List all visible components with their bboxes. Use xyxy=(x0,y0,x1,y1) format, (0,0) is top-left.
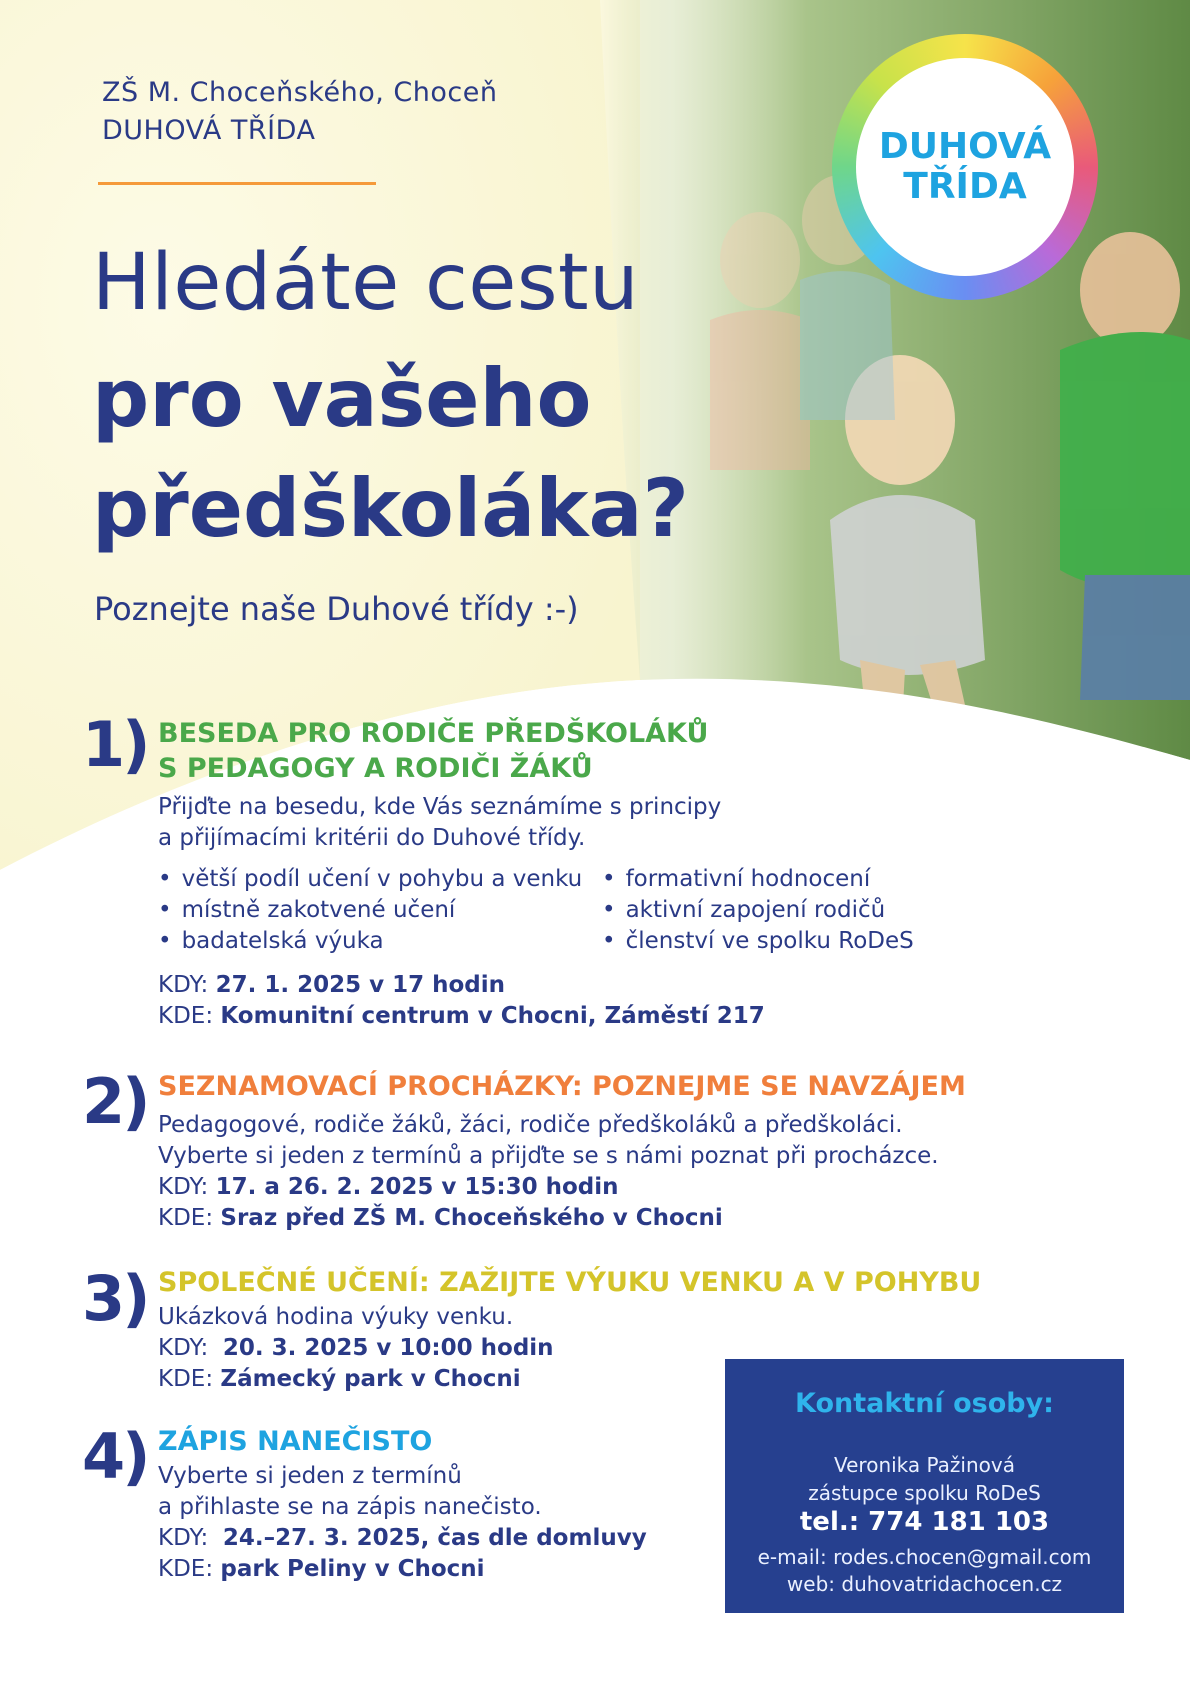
rainbow-badge xyxy=(832,34,1098,300)
section-1-text-line1: Přijďte na besedu, kde Vás seznámíme s principy xyxy=(158,794,722,820)
section-3-title: SPOLEČNÉ UČENÍ: ZAŽIJTE VÝUKU VENKU A V POHYBU xyxy=(158,1267,982,1298)
section-1-text xyxy=(158,792,721,854)
contact-phone[interactable]: tel.: 774 181 103 xyxy=(799,1507,1050,1537)
list-item: • aktivní zapojení rodičů xyxy=(602,895,914,926)
section-1-title xyxy=(158,716,708,786)
school-header xyxy=(102,74,497,150)
contact-role: zástupce spolku RoDeS xyxy=(808,1481,1041,1505)
badge-line2: TŘÍDA xyxy=(903,166,1027,207)
section-3-number: 3) xyxy=(82,1262,148,1335)
section-4-text-line2: a přihlaste se na zápis nanečisto. xyxy=(158,1494,542,1520)
headline-line3: předškoláka? xyxy=(92,462,689,555)
section-4-title: ZÁPIS NANEČISTO xyxy=(158,1426,433,1457)
section-3-where: KDE: Zámecký park v Chocni xyxy=(158,1366,521,1392)
section-3-text xyxy=(158,1302,554,1395)
section-4-text-line1: Vyberte si jeden z termínů xyxy=(158,1463,462,1489)
contact-name: Veronika Pažinová xyxy=(833,1453,1015,1477)
list-item: • místně zakotvené učení xyxy=(158,895,582,926)
list-item: • formativní hodnocení xyxy=(602,864,914,895)
section-1-number: 1) xyxy=(82,708,148,781)
header-divider xyxy=(98,182,376,185)
section-4-when: KDY: 24.–27. 3. 2025, čas dle domluvy xyxy=(158,1525,647,1551)
contact-box xyxy=(725,1359,1124,1613)
subtitle: Poznejte naše Duhové třídy :-) xyxy=(94,590,579,628)
list-item: • větší podíl učení v pohybu a venku xyxy=(158,864,582,895)
program-name: DUHOVÁ TŘÍDA xyxy=(102,115,316,146)
section-2-when: KDY: 17. a 26. 2. 2025 v 15:30 hodin xyxy=(158,1174,619,1200)
section-3-when: KDY: 20. 3. 2025 v 10:00 hodin xyxy=(158,1335,554,1361)
section-2-where: KDE: Sraz před ZŠ M. Choceňského v Chocni xyxy=(158,1205,723,1231)
contact-title: Kontaktní osoby: xyxy=(795,1388,1054,1419)
section-4-where: KDE: park Peliny v Chocni xyxy=(158,1556,485,1582)
contact-web[interactable]: web: duhovatridachocen.cz xyxy=(786,1572,1063,1596)
list-item: • badatelská výuka xyxy=(158,926,582,957)
section-2-number: 2) xyxy=(82,1065,148,1138)
section-1-where: KDE: Komunitní centrum v Chocni, Záměstí 217 xyxy=(158,1003,765,1029)
section-2-text-line2: Vyberte si jeden z termínů a přijďte se s námi poznat při procházce. xyxy=(158,1143,939,1169)
section-4-number: 4) xyxy=(82,1420,148,1493)
section-1-bullets-left xyxy=(158,864,582,957)
section-1-text-line2: a přijímacími kritérii do Duhové třídy. xyxy=(158,825,586,851)
section-4-text xyxy=(158,1461,647,1585)
section-1-title-line2: S PEDAGOGY A RODIČI ŽÁKŮ xyxy=(158,753,593,784)
section-2-text-line1: Pedagogové, rodiče žáků, žáci, rodiče předškoláků a předškoláci. xyxy=(158,1112,903,1138)
section-3-text-line1: Ukázková hodina výuky venku. xyxy=(158,1304,514,1330)
headline-line1: Hledáte cestu xyxy=(92,238,640,328)
badge-inner xyxy=(856,58,1074,276)
section-1-bullets-right xyxy=(602,864,914,957)
section-2-title: SEZNAMOVACÍ PROCHÁZKY: POZNEJME SE NAVZÁJEM xyxy=(158,1071,966,1102)
badge-line1: DUHOVÁ xyxy=(878,126,1052,167)
section-1-title-line1: BESEDA PRO RODIČE PŘEDŠKOLÁKŮ xyxy=(158,718,709,749)
list-item: • členství ve spolku RoDeS xyxy=(602,926,914,957)
section-1-when: KDY: 27. 1. 2025 v 17 hodin xyxy=(158,972,506,998)
section-2-text xyxy=(158,1110,939,1234)
headline-line2: pro vašeho xyxy=(92,352,592,445)
contact-email[interactable]: e-mail: rodes.chocen@gmail.com xyxy=(757,1545,1092,1569)
section-1-details xyxy=(158,970,765,1032)
school-name: ZŠ M. Choceňského, Choceň xyxy=(102,77,498,108)
